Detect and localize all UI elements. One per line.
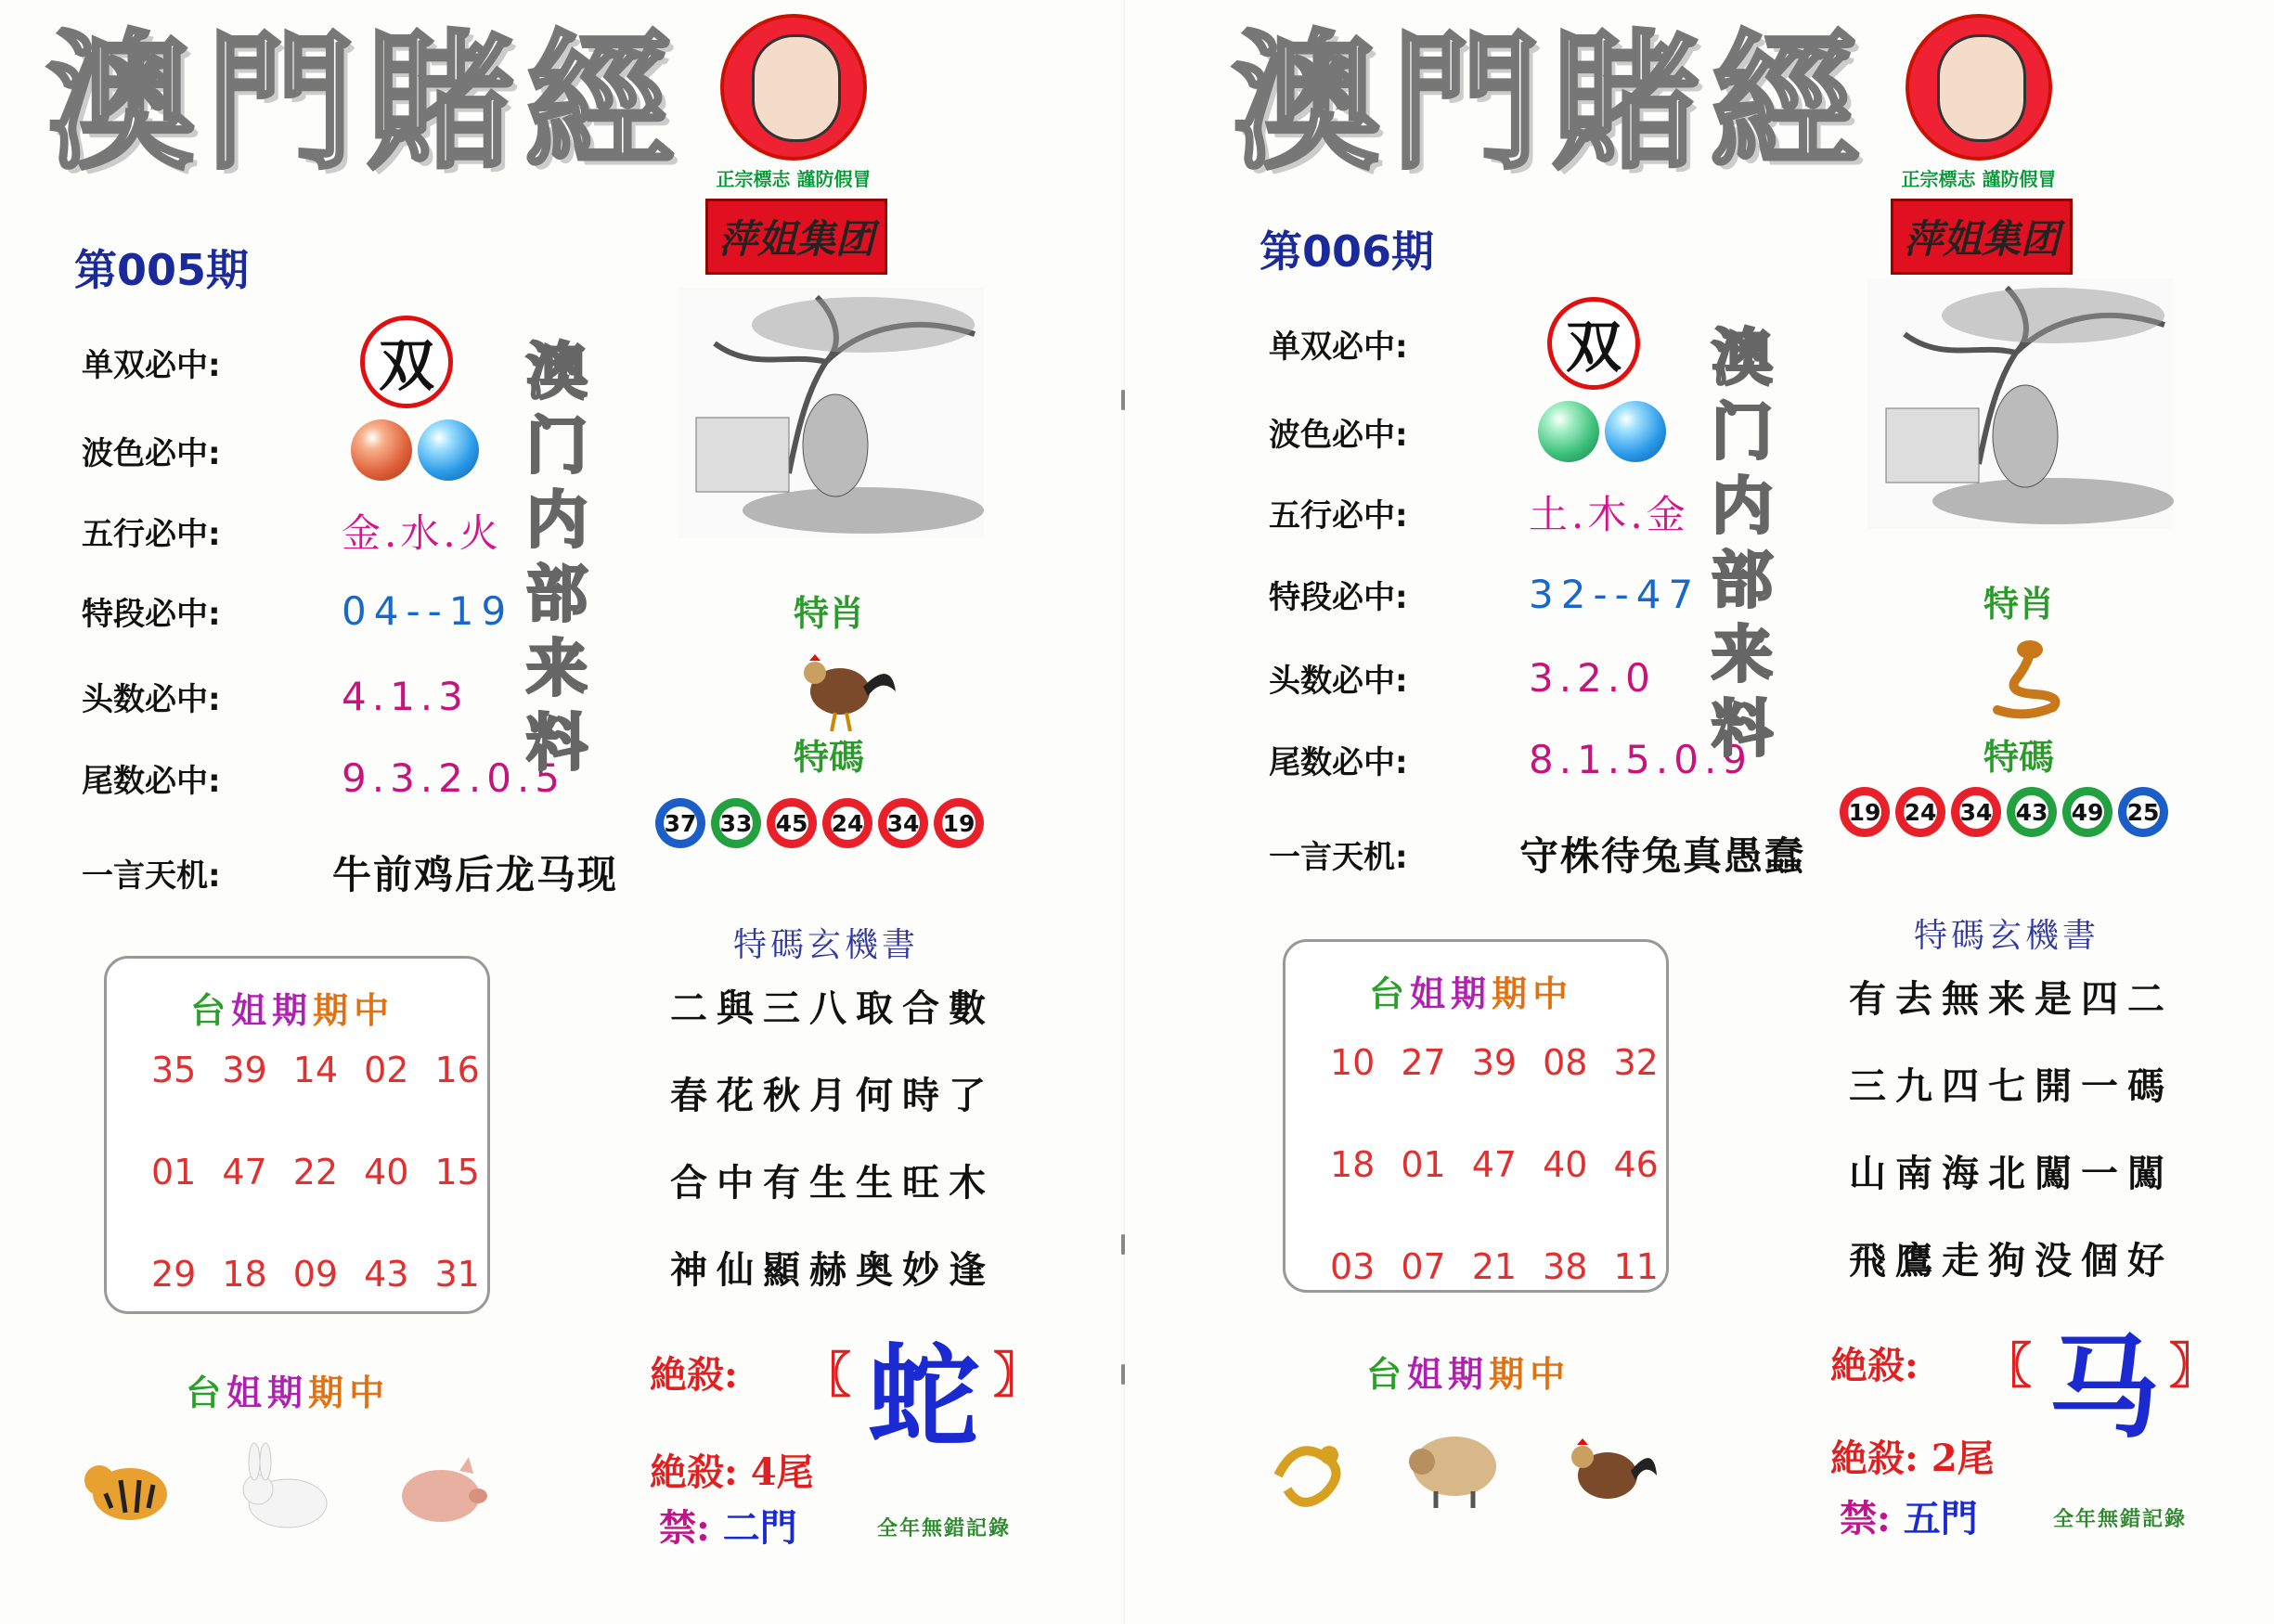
brand-name: 萍姐集团 bbox=[705, 199, 887, 275]
poem-line: 合中有生生旺木 bbox=[670, 1161, 995, 1205]
row-five-elements bbox=[82, 503, 502, 559]
row-label: 头数必中: bbox=[1269, 662, 1408, 700]
tai-jie-numbers-box bbox=[104, 956, 490, 1314]
tree-illustration-icon bbox=[678, 288, 984, 538]
row-oracle bbox=[1269, 826, 1805, 882]
zodiac-heading: 台姐期期中 bbox=[186, 1372, 391, 1413]
poem-line: 春花秋月何時了 bbox=[670, 1074, 995, 1117]
poem-line: 山南海北闖一闖 bbox=[1849, 1152, 2174, 1195]
poem-line: 三九四七開一碼 bbox=[1849, 1064, 2174, 1108]
row-wave-color bbox=[82, 422, 479, 478]
row-oracle bbox=[82, 844, 618, 900]
box-heading: 台姐期期中 bbox=[190, 989, 395, 1031]
ban-line: 禁: 二門 bbox=[659, 1506, 797, 1550]
row-value: 土.木.金 bbox=[1529, 492, 1689, 537]
poem-lines bbox=[670, 979, 995, 1328]
bracket-open: 〖 bbox=[1983, 1338, 2033, 1395]
page-issue-005 bbox=[0, 0, 1121, 1624]
poem-line: 二與三八取合數 bbox=[670, 986, 995, 1030]
page-issue-006 bbox=[1125, 0, 2274, 1624]
number-ball: 34 bbox=[1951, 787, 2001, 837]
row-special-range bbox=[82, 583, 513, 638]
kill-tail: 絶殺: 2尾 bbox=[1830, 1437, 1995, 1480]
poem-line: 有去無来是四二 bbox=[1849, 977, 2174, 1021]
special-number-label: 特碼 bbox=[1983, 736, 2055, 778]
row-label: 单双必中: bbox=[1269, 328, 1408, 366]
number-ball: 19 bbox=[934, 798, 984, 848]
grid-row: 35 39 14 02 16 bbox=[151, 1050, 480, 1090]
special-number-label: 特碼 bbox=[794, 736, 865, 778]
number-ball: 19 bbox=[1840, 787, 1890, 837]
poem-title: 特碼玄機書 bbox=[1914, 917, 2100, 955]
poem-lines bbox=[1849, 970, 2174, 1319]
record-note: 全年無錯記錄 bbox=[2053, 1507, 2188, 1531]
row-tail-digits bbox=[82, 750, 565, 806]
logo-tagline: 正宗標志 謹防假冒 bbox=[716, 168, 872, 190]
kill-label: 絶殺: bbox=[650, 1353, 738, 1397]
grid-row: 29 18 09 43 31 bbox=[151, 1254, 480, 1295]
row-value: 9.3.2.0.5 bbox=[342, 754, 566, 801]
grid-row: 01 47 22 40 15 bbox=[151, 1152, 480, 1192]
row-label: 特段必中: bbox=[1269, 578, 1408, 616]
grid-row: 18 01 47 40 46 bbox=[1330, 1144, 1659, 1185]
woman-portrait-logo-icon bbox=[720, 14, 867, 161]
rabbit-icon bbox=[232, 1438, 334, 1540]
row-label: 特段必中: bbox=[82, 595, 221, 633]
pig-icon bbox=[390, 1438, 492, 1540]
grid-row: 03 07 21 38 11 bbox=[1330, 1246, 1659, 1287]
bracket-close: 〗 bbox=[2169, 1338, 2218, 1395]
row-label: 波色必中: bbox=[82, 434, 221, 472]
row-tail-digits bbox=[1269, 731, 1752, 787]
poem-title: 特碼玄機書 bbox=[733, 926, 920, 964]
dragon-icon bbox=[1260, 1420, 1362, 1522]
row-label: 单双必中: bbox=[82, 346, 221, 384]
blue-ball-icon bbox=[418, 419, 479, 481]
row-label: 头数必中: bbox=[82, 680, 221, 718]
row-odd-even bbox=[82, 334, 453, 399]
special-number-balls bbox=[655, 798, 984, 848]
zodiac-heading: 台姐期期中 bbox=[1366, 1353, 1571, 1395]
number-ball: 43 bbox=[2007, 787, 2057, 837]
special-number-balls bbox=[1840, 787, 2168, 837]
issue-number: 第006期 bbox=[1260, 226, 1435, 277]
row-head-digits bbox=[1269, 650, 1656, 705]
green-ball-icon bbox=[1538, 401, 1599, 462]
row-value: 3.2.0 bbox=[1529, 654, 1656, 701]
bracket-open: 〖 bbox=[803, 1347, 852, 1404]
snake-icon bbox=[1979, 631, 2072, 724]
vertical-slogan: 澳 门 内 部 来 料 bbox=[1712, 321, 1773, 765]
row-value: 金.水.火 bbox=[342, 510, 502, 556]
kill-tail: 絶殺: 4尾 bbox=[650, 1450, 814, 1494]
row-odd-even bbox=[1269, 316, 1640, 380]
poem-line: 神仙顯赫奥妙逢 bbox=[670, 1248, 995, 1292]
woman-portrait-logo-icon bbox=[1906, 14, 2052, 161]
row-label: 一言天机: bbox=[1269, 838, 1408, 876]
bracket-close: 〗 bbox=[993, 1347, 1042, 1404]
vertical-slogan: 澳 门 内 部 来 料 bbox=[526, 335, 588, 779]
row-value: 32--47 bbox=[1529, 571, 1701, 617]
brand-logo bbox=[715, 14, 872, 275]
number-ball: 37 bbox=[655, 798, 705, 848]
number-ball: 24 bbox=[1895, 787, 1945, 837]
rooster-icon bbox=[789, 640, 900, 733]
special-zodiac-label: 特肖 bbox=[794, 592, 865, 634]
number-grid bbox=[1330, 1012, 1659, 1318]
grid-row: 10 27 39 08 32 bbox=[1330, 1042, 1659, 1083]
row-head-digits bbox=[82, 668, 469, 724]
kill-label: 絶殺: bbox=[1830, 1344, 1919, 1387]
row-value: 守株待兔真愚蠢 bbox=[1519, 833, 1806, 879]
row-five-elements bbox=[1269, 484, 1689, 540]
row-label: 五行必中: bbox=[82, 515, 221, 553]
row-value: 4.1.3 bbox=[342, 673, 469, 719]
poem-line: 飛鷹走狗没個好 bbox=[1849, 1239, 2174, 1282]
tai-jie-numbers-box bbox=[1283, 939, 1669, 1293]
row-value: 牛前鸡后龙马现 bbox=[332, 852, 619, 897]
row-label: 一言天机: bbox=[82, 857, 221, 895]
kill-animal: 蛇 bbox=[868, 1334, 979, 1463]
number-ball: 34 bbox=[878, 798, 928, 848]
row-label: 尾数必中: bbox=[1269, 743, 1408, 781]
special-zodiac-label: 特肖 bbox=[1983, 583, 2055, 625]
page-title: 澳門賭經 bbox=[46, 15, 686, 189]
page-title: 澳門賭經 bbox=[1232, 15, 1871, 189]
odd-even-badge: 双 bbox=[1547, 297, 1640, 390]
sheep-icon bbox=[1403, 1415, 1505, 1517]
brand-logo bbox=[1900, 14, 2058, 275]
record-note: 全年無錯記錄 bbox=[877, 1516, 1012, 1540]
brand-name: 萍姐集团 bbox=[1891, 199, 2073, 275]
tree-illustration-icon bbox=[1867, 278, 2174, 529]
row-label: 波色必中: bbox=[1269, 416, 1408, 454]
box-heading: 台姐期期中 bbox=[1369, 973, 1574, 1014]
rooster-icon bbox=[1557, 1420, 1659, 1522]
kill-animal: 马 bbox=[2048, 1324, 2160, 1453]
row-special-range bbox=[1269, 566, 1700, 622]
row-label: 尾数必中: bbox=[82, 762, 221, 800]
number-ball: 45 bbox=[767, 798, 817, 848]
row-value: 04--19 bbox=[342, 587, 514, 634]
number-grid bbox=[151, 1019, 480, 1325]
odd-even-badge: 双 bbox=[360, 316, 453, 408]
number-ball: 49 bbox=[2062, 787, 2112, 837]
number-ball: 33 bbox=[711, 798, 761, 848]
tiger-icon bbox=[79, 1438, 181, 1540]
ban-line: 禁: 五門 bbox=[1840, 1497, 1978, 1540]
blue-ball-icon bbox=[1605, 401, 1666, 462]
row-wave-color bbox=[1269, 404, 1666, 459]
row-value: 8.1.5.0.9 bbox=[1529, 736, 1753, 782]
logo-tagline: 正宗標志 謹防假冒 bbox=[1901, 168, 2057, 190]
issue-number: 第005期 bbox=[74, 245, 250, 295]
number-ball: 25 bbox=[2118, 787, 2168, 837]
red-ball-icon bbox=[351, 419, 412, 481]
row-label: 五行必中: bbox=[1269, 496, 1408, 535]
number-ball: 24 bbox=[822, 798, 872, 848]
